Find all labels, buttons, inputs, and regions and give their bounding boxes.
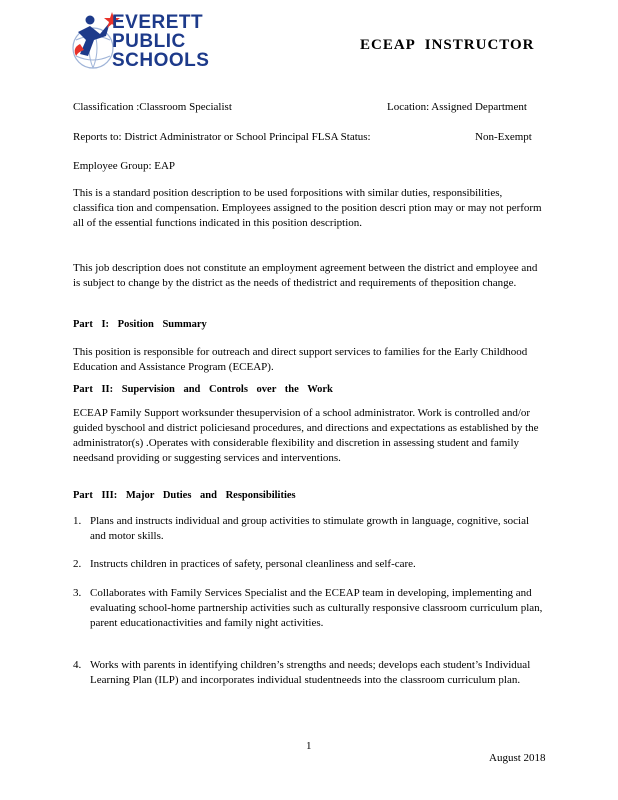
- page-number: 1: [306, 740, 312, 752]
- duty-text: Plans and instructs individual and group activities to stimulate growth in language, cognitive, social and motor skills.: [90, 515, 530, 542]
- part-3-heading: Part III: Major Duties and Responsibilities: [73, 490, 296, 501]
- logo-line-2: PUBLIC: [112, 31, 186, 52]
- duty-text: Collaborates with Family Services Specialist and the ECEAP team in developing, implementing and evaluating school-home partnership activities such as culturally responsive classroom curriculum plan, parent educationactivities and family night activities.: [90, 587, 543, 629]
- reports-to-field: Reports to: District Administrator or School Principal FLSA Status:: [73, 131, 371, 143]
- duty-number: 4.: [73, 659, 82, 671]
- intro-paragraph-2: This job description does not constitute an employment agreement between the district and employee and is subject to change by the district as the needs of thedistrict and requirements of theposition change.: [73, 262, 538, 289]
- everett-public-schools-logo: [70, 10, 245, 82]
- duty-text: Works with parents in identifying children’s strengths and needs; develops each student’s Individual Learning Plan (ILP) and incorporates individual studentneeds into the classroom curriculum plan.: [90, 659, 531, 686]
- duty-item: [73, 586, 543, 631]
- part-2-heading: Part II: Supervision and Controls over the Work: [73, 384, 333, 395]
- duty-item: [73, 658, 543, 688]
- part-1-heading: Part I: Position Summary: [73, 319, 207, 330]
- document-title: ECEAP INSTRUCTOR: [360, 37, 535, 53]
- classification-field: Classification :Classroom Specialist: [73, 101, 232, 113]
- logo-wordmark: [112, 13, 209, 70]
- duty-item: [73, 557, 543, 572]
- location-field: Location: Assigned Department: [387, 101, 527, 113]
- employee-group-field: Employee Group: EAP: [73, 160, 176, 172]
- part-2-text: ECEAP Family Support worksunder thesupervision of a school administrator. Work is controlled and/or guided byschool and district policiesand procedures, and directions and expectations as established by the administrator(s) .Operates with considerable flexibility and discretion in assessing student and family needsand providing or suggesting services and interventions.: [73, 407, 539, 464]
- logo-line-3: SCHOOLS: [112, 50, 210, 71]
- duty-number: 1.: [73, 515, 82, 527]
- logo-line-1: EVERETT: [112, 12, 204, 33]
- part-1-text: This position is responsible for outreach and direct support services to families for the Early Childhood Education and Assistance Program (ECEAP).: [73, 346, 528, 373]
- intro-paragraph-1: This is a standard position description to be used forpositions with similar duties, responsibilities, classifica tion and compensation. Employees assigned to the position descri ption may or may not perform all of the essential functions indicated in this position description.: [73, 187, 542, 229]
- duty-number: 3.: [73, 587, 82, 599]
- revision-date: August 2018: [489, 752, 546, 764]
- duty-number: 2.: [73, 558, 82, 570]
- duty-item: [73, 514, 543, 544]
- flsa-status-value: Non-Exempt: [475, 131, 532, 143]
- duty-text: Instructs children in practices of safety, personal cleanliness and self-care.: [90, 558, 416, 570]
